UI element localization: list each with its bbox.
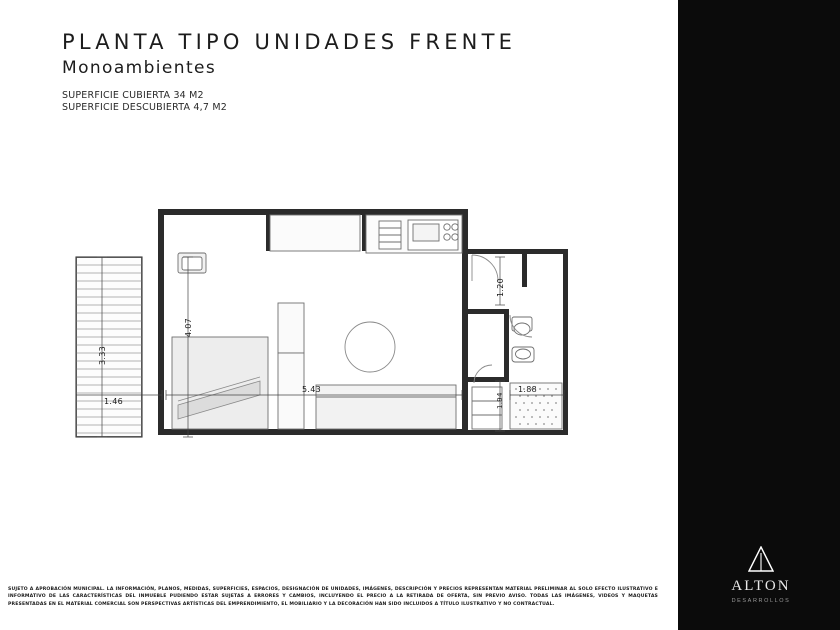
floorplan-drawing [70, 205, 590, 455]
dimension-1-46: 1.46 [104, 397, 124, 406]
dimension-1-88: 1.88 [518, 385, 538, 394]
title-block [62, 30, 582, 114]
dimension-5-43: 5.43 [302, 385, 322, 394]
covered-surface: SUPERFICIE CUBIERTA 34 M2 [62, 90, 204, 101]
logo-glyph-icon [748, 546, 774, 572]
uncovered-surface: SUPERFICIE DESCUBIERTA 4,7 M2 [62, 102, 227, 113]
brand-logo [696, 546, 826, 604]
surface-specs [62, 90, 582, 114]
brand-name: ALTON [731, 578, 791, 594]
page-title: PLANTA TIPO UNIDADES FRENTE [62, 30, 517, 54]
brand-tagline: DESARROLLOS [731, 598, 791, 604]
dimension-1-20: 1.20 [496, 277, 505, 297]
page-subtitle: Monoambientes [62, 58, 217, 78]
brand-band [678, 0, 840, 630]
dimension-4-07: 4.07 [184, 317, 193, 337]
plan-linework [70, 205, 590, 455]
legal-disclaimer: SUJETO A APROBACIÓN MUNICIPAL. LA INFORMACIÓN, PLANOS, MEDIDAS, SUPERFICIES, ESPACIOS, DESIGNACIÓN DE UNIDADES, IMÁGENES, DESCRIPCIÓN Y PRECIOS REPRESENTAN MATERIAL PRELIMINAR AL SOLO EFECTO ILUSTRATIVO E INFORMATIVO DE LAS CARACTERÍSTICAS DEL INMUEBLE PUDIENDO ESTAR SUJETAS A ERRORES Y CAMBIOS, INCLUYENDO EL PRECIO A LA RETIRADA DE OFERTA, SIN PREVIO AVISO. TODAS LAS IMÁGENES, VIDEOS Y MAQUETAS PRESENTADAS EN EL MATERIAL COMERCIAL SON PERSPECTIVAS ARTÍSTICAS DEL EMPRENDIMIENTO, EL MOBILIARIO Y LA DECORACIÓN HAN SIDO INCLUIDOS A TÍTULO ILUSTRATIVO Y NO CONTRACTUAL. [8, 586, 658, 607]
dimension-3-33: 3.33 [98, 345, 107, 365]
dimension-1-94: 1.94 [496, 392, 504, 409]
logo-mark-icon [748, 546, 774, 572]
